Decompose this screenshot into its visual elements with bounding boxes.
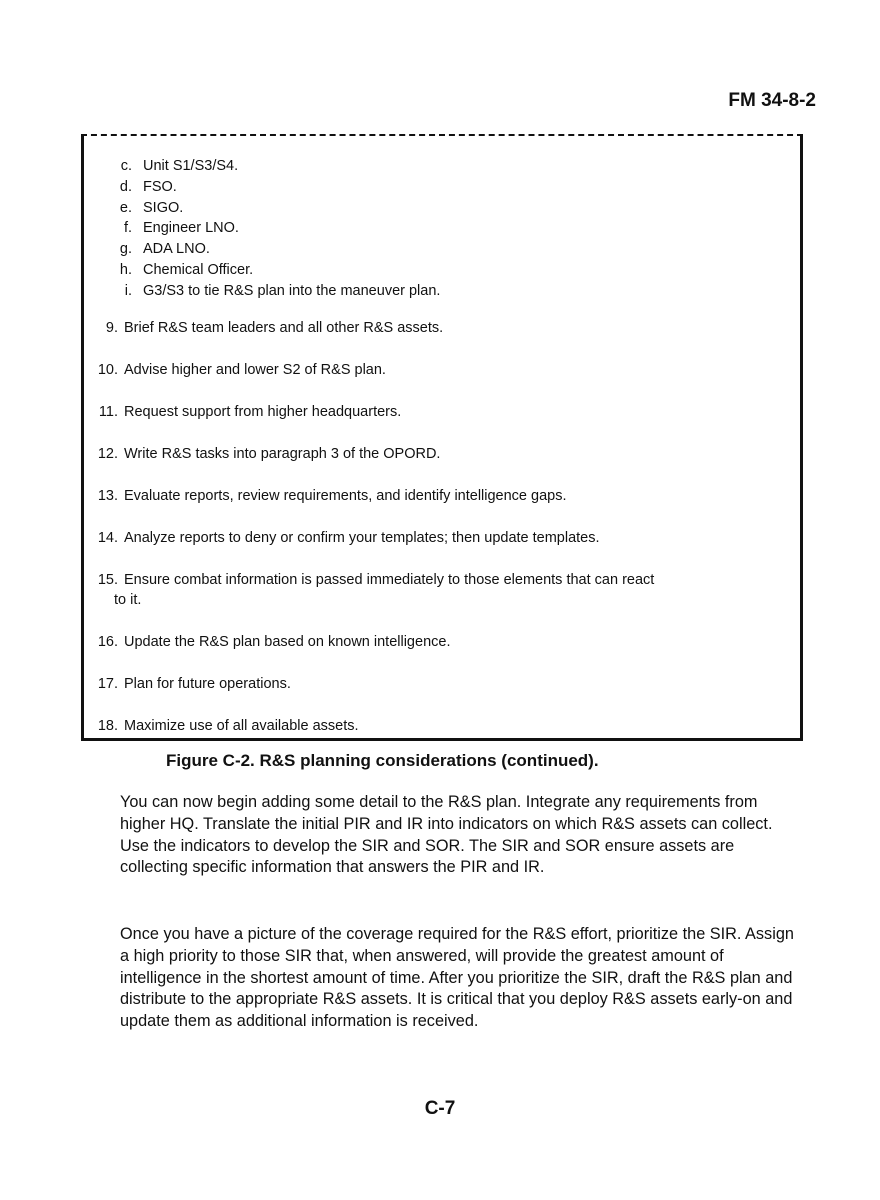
item-text: Advise higher and lower S2 of R&S plan.	[124, 362, 386, 378]
numbered-item	[90, 360, 780, 380]
sub-item-letter: d.	[119, 178, 132, 195]
item-text: Request support from higher headquarters.	[124, 404, 402, 420]
sub-item-letter: c.	[120, 158, 132, 174]
numbered-item	[90, 716, 780, 736]
sub-item-text: Unit S1/S3/S4.	[143, 158, 239, 174]
sub-item	[115, 218, 440, 239]
item-text: Write R&S tasks into paragraph 3 of the OPORD.	[124, 446, 441, 462]
item-text: Analyze reports to deny or confirm your templates; then update templates.	[124, 530, 600, 546]
sub-item	[115, 260, 440, 281]
sub-item-list	[115, 156, 440, 302]
sub-item-text: SIGO.	[143, 199, 184, 216]
numbered-item	[90, 632, 780, 652]
document-id-header: FM 34-8-2	[728, 90, 816, 111]
item-text: Plan for future operations.	[124, 676, 291, 692]
item-text: Maximize use of all available assets.	[124, 718, 359, 734]
sub-item-letter: g.	[119, 241, 132, 258]
figure-caption: Figure C-2. R&S planning considerations (continued).	[166, 751, 599, 770]
numbered-item-list	[90, 318, 780, 758]
page-number: C-7	[424, 1098, 456, 1119]
item-continuation-text: to it.	[114, 592, 142, 608]
sub-item	[115, 156, 440, 177]
sub-item	[115, 281, 440, 302]
sub-item-text: Chemical Officer.	[143, 261, 254, 278]
item-text: Evaluate reports, review requirements, and identify intelligence gaps.	[124, 488, 567, 504]
body-paragraph-2: Once you have a picture of the coverage required for the R&S effort, prioritize the SIR. Assign a high priority to those SIR that, when answered, will provide the greatest amount of intelligence in the shortest amount of time. After you prioritize the SIR, draft the R&S plan and distribute to the appropriate R&S assets. It is critical that you deploy R&S assets early-on and update them as additional information is received.	[120, 925, 794, 1031]
numbered-item	[90, 318, 780, 338]
sub-item-letter: f.	[123, 220, 132, 237]
body-paragraph-1: You can now begin adding some detail to the R&S plan. Integrate any requirements from higher HQ. Translate the initial PIR and IR into indicators on which R&S assets can collect. Use the indicators to develop the SIR and SOR. The SIR and SOR ensure assets are collecting specific information that answers the PIR and IR.	[120, 793, 773, 877]
figure-box	[81, 134, 803, 741]
numbered-item	[90, 674, 780, 694]
item-number: 10.	[97, 362, 118, 378]
item-number: 18.	[97, 718, 118, 734]
item-number: 12.	[97, 446, 118, 462]
item-number: 9.	[105, 320, 118, 336]
sub-item-letter: e.	[119, 199, 132, 216]
item-number: 11.	[98, 404, 118, 420]
item-number: 15.	[97, 572, 118, 588]
sub-item-text: FSO.	[143, 178, 177, 195]
numbered-item	[90, 486, 780, 506]
item-number: 13.	[97, 488, 118, 504]
item-text: Update the R&S plan based on known intelligence.	[124, 634, 451, 650]
sub-item	[115, 177, 440, 198]
sub-item-letter: h.	[119, 261, 132, 278]
sub-item-text: G3/S3 to tie R&S plan into the maneuver plan.	[143, 282, 441, 299]
item-number: 14.	[97, 530, 118, 546]
numbered-item	[90, 402, 780, 422]
item-number: 16.	[97, 634, 118, 650]
sub-item-letter: i.	[124, 282, 132, 299]
numbered-item	[90, 570, 780, 610]
sub-item	[115, 239, 440, 260]
item-text: Ensure combat information is passed immediately to those elements that can react	[124, 572, 655, 588]
sub-item-text: Engineer LNO.	[143, 220, 239, 237]
numbered-item	[90, 444, 780, 464]
item-number: 17.	[97, 676, 118, 692]
sub-item	[115, 198, 440, 219]
sub-item-text: ADA LNO.	[143, 241, 210, 258]
numbered-item	[90, 528, 780, 548]
item-text: Brief R&S team leaders and all other R&S assets.	[124, 320, 444, 336]
